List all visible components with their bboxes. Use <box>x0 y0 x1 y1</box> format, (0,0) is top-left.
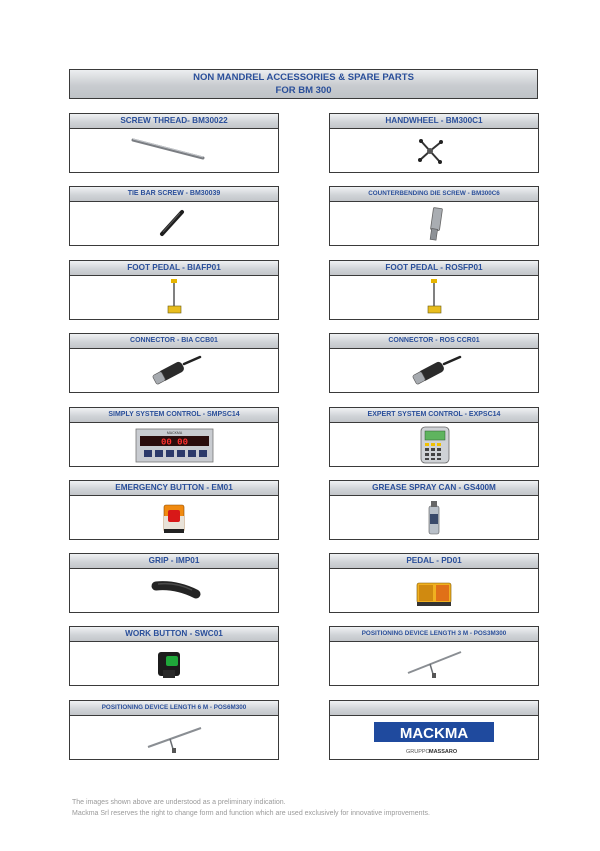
product-image <box>330 642 538 686</box>
product-image <box>70 423 278 467</box>
logo-group-prefix: GRUPPO <box>406 749 430 755</box>
product-label: SCREW THREAD- BM30022 <box>70 114 278 129</box>
work-button-icon <box>70 642 278 686</box>
product-card <box>69 480 279 540</box>
product-image <box>70 642 278 686</box>
logo-group-name: MASSARO <box>429 749 458 755</box>
positioning-device-icon <box>330 642 538 686</box>
product-card <box>329 407 539 467</box>
pedal-icon <box>330 569 538 613</box>
product-label: TIE BAR SCREW - BM30039 <box>70 187 278 202</box>
product-image <box>70 276 278 320</box>
product-label: POSITIONING DEVICE LENGTH 3 M - POS3M300 <box>330 627 538 642</box>
page-header <box>69 69 538 99</box>
screw-thread-icon <box>70 129 278 173</box>
product-card <box>329 480 539 540</box>
header-subtitle: FOR BM 300 <box>275 84 332 96</box>
product-image <box>330 349 538 393</box>
product-card <box>329 260 539 320</box>
header-title: NON MANDREL ACCESSORIES & SPARE PARTS <box>193 72 414 83</box>
expert-control-unit-icon <box>330 423 538 467</box>
mackma-logo <box>330 716 538 760</box>
simply-control-panel-icon <box>70 423 278 467</box>
product-image <box>70 349 278 393</box>
product-label: GRIP - IMP01 <box>70 554 278 569</box>
logo-card <box>329 700 539 760</box>
product-card <box>69 260 279 320</box>
product-label: POSITIONING DEVICE LENGTH 6 M - POS6M300 <box>70 701 278 716</box>
product-label: FOOT PEDAL - ROSFP01 <box>330 261 538 276</box>
product-card <box>69 407 279 467</box>
product-label: PEDAL - PD01 <box>330 554 538 569</box>
product-image <box>330 423 538 467</box>
product-card <box>329 333 539 393</box>
product-label: FOOT PEDAL - BIAFP01 <box>70 261 278 276</box>
product-image <box>330 202 538 246</box>
product-card <box>69 700 279 760</box>
die-screw-icon <box>330 202 538 246</box>
product-card <box>69 553 279 613</box>
foot-pedal-icon <box>330 276 538 320</box>
product-image <box>330 129 538 173</box>
product-image <box>70 496 278 540</box>
product-card <box>329 186 539 246</box>
product-label: EXPERT SYSTEM CONTROL - EXPSC14 <box>330 408 538 423</box>
logo-wordmark: MACKMA <box>399 725 469 742</box>
panel-display: 00 00 <box>160 437 189 448</box>
product-image <box>330 716 538 760</box>
tie-bar-screw-icon <box>70 202 278 246</box>
footnote-line: The images shown above are understood as a preliminary indication. <box>72 799 286 806</box>
product-image <box>70 129 278 173</box>
product-card <box>329 626 539 686</box>
product-card <box>69 333 279 393</box>
product-image <box>70 716 278 760</box>
product-label: COUNTERBENDING DIE SCREW - BM300C6 <box>330 187 538 202</box>
emergency-button-icon <box>70 496 278 540</box>
product-label: CONNECTOR - ROS CCR01 <box>330 334 538 349</box>
product-label: HANDWHEEL - BM300C1 <box>330 114 538 129</box>
product-image <box>330 496 538 540</box>
panel-brand: MACKMA <box>166 431 183 435</box>
product-card <box>329 553 539 613</box>
product-label: GREASE SPRAY CAN - GS400M <box>330 481 538 496</box>
connector-icon <box>330 349 538 393</box>
handwheel-icon <box>330 129 538 173</box>
product-card <box>329 113 539 173</box>
product-image <box>70 569 278 613</box>
connector-icon <box>70 349 278 393</box>
footnote <box>72 797 430 819</box>
product-label: EMERGENCY BUTTON - EM01 <box>70 481 278 496</box>
product-label: SIMPLY SYSTEM CONTROL - SMPSC14 <box>70 408 278 423</box>
product-card <box>69 186 279 246</box>
product-image <box>70 202 278 246</box>
product-card <box>69 626 279 686</box>
footnote-line: Mackma Srl reserves the right to change form and function which are used exclusively for innovative improvements. <box>72 810 430 817</box>
grip-icon <box>70 569 278 613</box>
product-label <box>330 701 538 716</box>
product-label: CONNECTOR - BIA CCB01 <box>70 334 278 349</box>
product-label: WORK BUTTON - SWC01 <box>70 627 278 642</box>
foot-pedal-icon <box>70 276 278 320</box>
product-image <box>330 276 538 320</box>
product-card <box>69 113 279 173</box>
positioning-device-icon <box>70 716 278 760</box>
product-image <box>330 569 538 613</box>
spray-can-icon <box>330 496 538 540</box>
